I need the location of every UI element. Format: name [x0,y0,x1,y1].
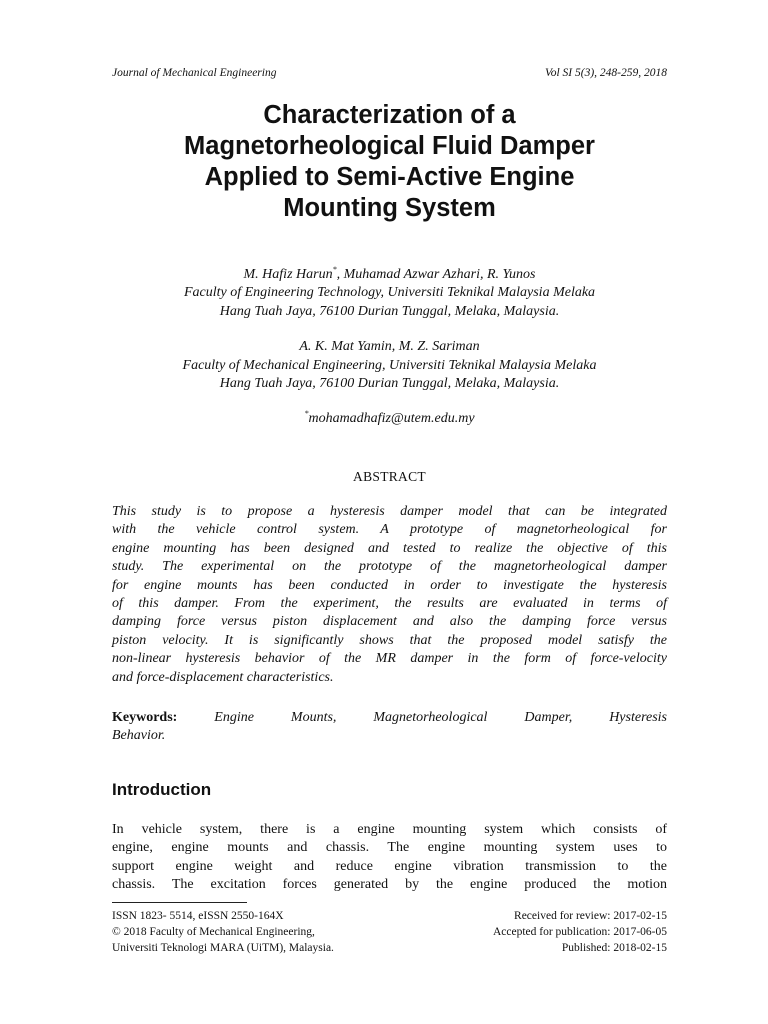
keywords-block [112,709,667,746]
abstract-heading: ABSTRACT [353,469,426,484]
running-header [112,67,667,79]
corresponding-email[interactable]: *mohamadhafiz@utem.edu.my [304,409,475,427]
volume-info: Vol SI 5(3), 248-259, 2018 [544,67,667,79]
paragraph-line: In vehicle system, there is a engine mounting system which consists of [112,822,667,837]
paper-title [112,100,667,224]
affiliation-line: Hang Tuah Jaya, 76100 Durian Tunggal, Melaka, Malaysia. [219,303,560,319]
footer-line: Universiti Teknologi MARA (UiTM), Malaysia. [112,941,334,954]
abstract-line: This study is to propose a hysteresis damper model that can be integrated [112,504,667,519]
footer-line: ISSN 1823- 5514, eISSN 2550-164X [112,910,284,922]
affiliation-line: Faculty of Mechanical Engineering, Universiti Teknikal Malaysia Melaka [182,357,597,373]
title-line: Characterization of a [263,101,516,129]
abstract-body [112,503,667,687]
abstract-line: study. The experimental on the prototype of the magnetorheological damper [112,559,667,575]
title-line: Mounting System [283,194,496,222]
author-block [112,266,667,429]
keywords-line: Behavior. [112,728,166,744]
paragraph-line: chassis. The excitation forces generated by the engine produced the motion [112,877,667,893]
footer-line: Received for review: 2017-02-15 [514,910,667,922]
footer-line: Published: 2018-02-15 [561,941,667,954]
journal-name: Journal of Mechanical Engineering [112,67,277,79]
abstract-line: for engine mounts has been conducted in order to investigate the hysteresis [112,577,667,593]
footer-publication-info [112,909,334,956]
author-names-group-1: M. Hafiz Harun*, Muhamad Azwar Azhari, R. Yunos [243,265,536,282]
affiliation-line: Hang Tuah Jaya, 76100 Durian Tunggal, Melaka, Malaysia. [219,376,560,392]
footer-line: Accepted for publication: 2017-06-05 [492,925,667,938]
keywords-line [112,709,667,727]
abstract-line: non-linear hysteresis behavior of the MR damper in the form of force-velocity [112,651,667,667]
page-footer [112,909,667,956]
footer-dates [493,909,667,956]
abstract-line: of this damper. From the experiment, the results are evaluated in terms of [112,596,667,612]
paragraph-line: engine, engine mounts and chassis. The engine mounting system uses to [112,840,667,856]
title-line: Magnetorheological Fluid Damper [184,132,595,160]
abstract-line: with the vehicle control system. A prototype of magnetorheological for [112,522,667,538]
abstract-line: piston velocity. It is significantly shows that the proposed model satisfy the [112,632,667,648]
section-heading-introduction: Introduction [112,780,212,799]
author-names-group-2: A. K. Mat Yamin, M. Z. Sariman [299,339,480,355]
keywords-label: Keywords: [112,710,178,725]
abstract-line: engine mounting has been designed and tested to realize the objective of this [112,540,667,556]
keywords-values: Engine Mounts, Magnetorheological Damper, Hysteresis [214,710,667,725]
footnote-divider [112,902,247,903]
introduction-body [112,821,667,895]
paper-page [112,0,667,1024]
footer-line: © 2018 Faculty of Mechanical Engineering, [112,925,315,938]
affiliation-line: Faculty of Engineering Technology, Universiti Teknikal Malaysia Melaka [183,285,596,301]
paragraph-line: support engine weight and reduce engine vibration transmission to the [112,858,667,874]
abstract-line: and force-displacement characteristics. [112,669,334,685]
abstract-line: damping force versus piston displacement and also the damping force versus [112,614,667,630]
title-line: Applied to Semi-Active Engine [204,163,575,191]
corresponding-mark: * [332,265,337,274]
